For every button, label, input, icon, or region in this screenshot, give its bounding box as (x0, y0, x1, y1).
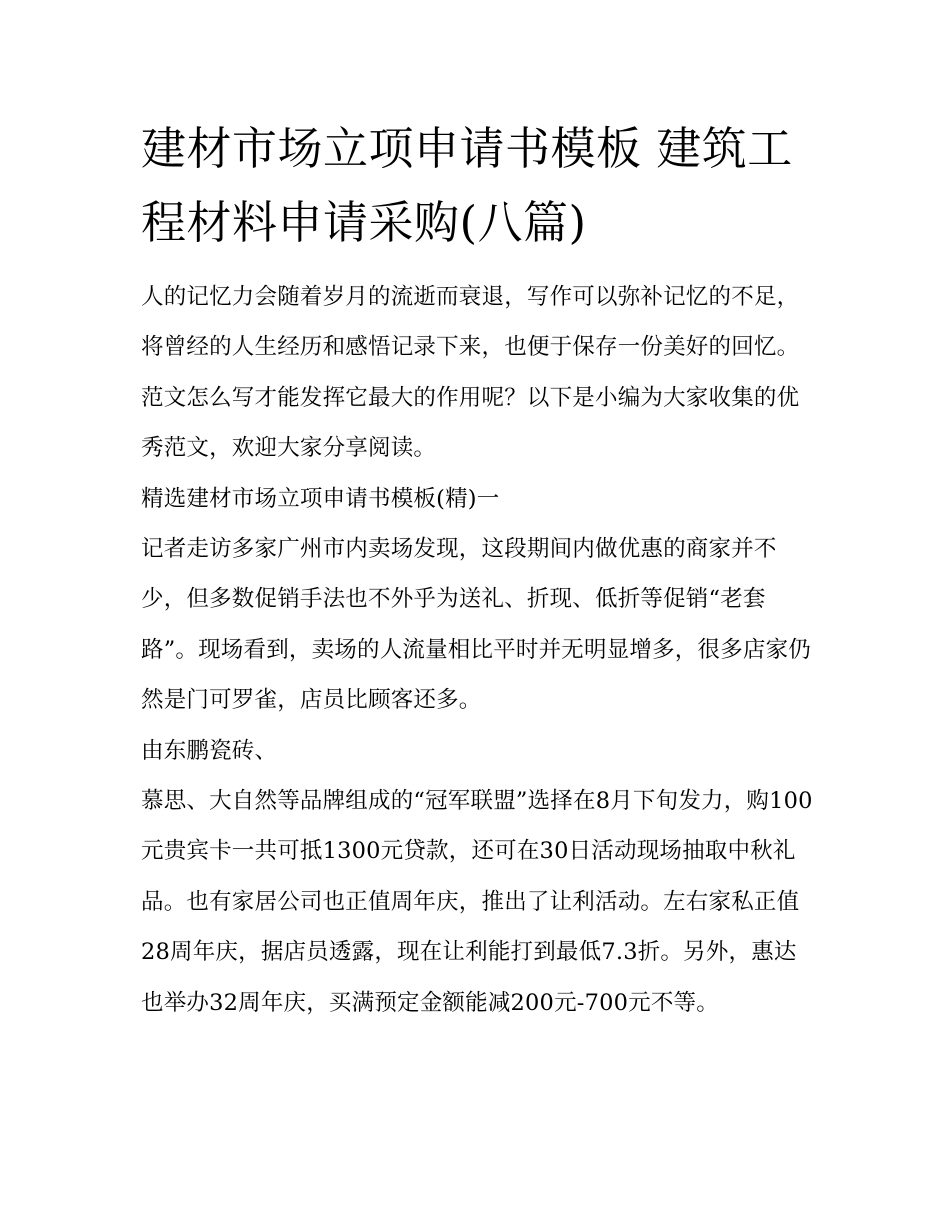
body-paragraph: 慕思、大自然等品牌组成的“冠军联盟”选择在8月下旬发力，购100元贵宾卡一共可抵1300元贷款，还可在30日活动现场抽取中秋礼品。也有家居公司也正值周年庆，推出了让利活动。左右家私正值28周年庆，据店员透露，现在让利能打到最低7.3折。另外，惠达也举办32周年庆，买满预定金额能减200元-700元不等。 (141, 788, 813, 1016)
body-paragraph: 由东鹏瓷砖、 (141, 737, 278, 764)
body-paragraph: 记者走访多家广州市内卖场发现，这段期间内做优惠的商家并不少，但多数促销手法也不外乎为送礼、折现、低折等促销“老套路”。现场看到，卖场的人流量相比平时并无明显增多，很多店家仍然是门可罗雀，店员比顾客还多。 (141, 536, 812, 714)
title-spacing (141, 260, 813, 272)
document-content (141, 112, 813, 1028)
intro-paragraph: 人的记忆力会随着岁月的流逝而衰退，写作可以弥补记忆的不足，将曾经的人生经历和感悟记录下来，也便于保存一份美好的回忆。范文怎么写才能发挥它最大的作用呢？以下是小编为大家收集的优秀范文，欢迎大家分享阅读。 (141, 284, 800, 462)
section-heading: 精选建材市场立项申请书模板(精)一 (141, 485, 500, 512)
document-title: 建材市场立项申请书模板 建筑工程材料申请采购(八篇) (141, 122, 793, 249)
